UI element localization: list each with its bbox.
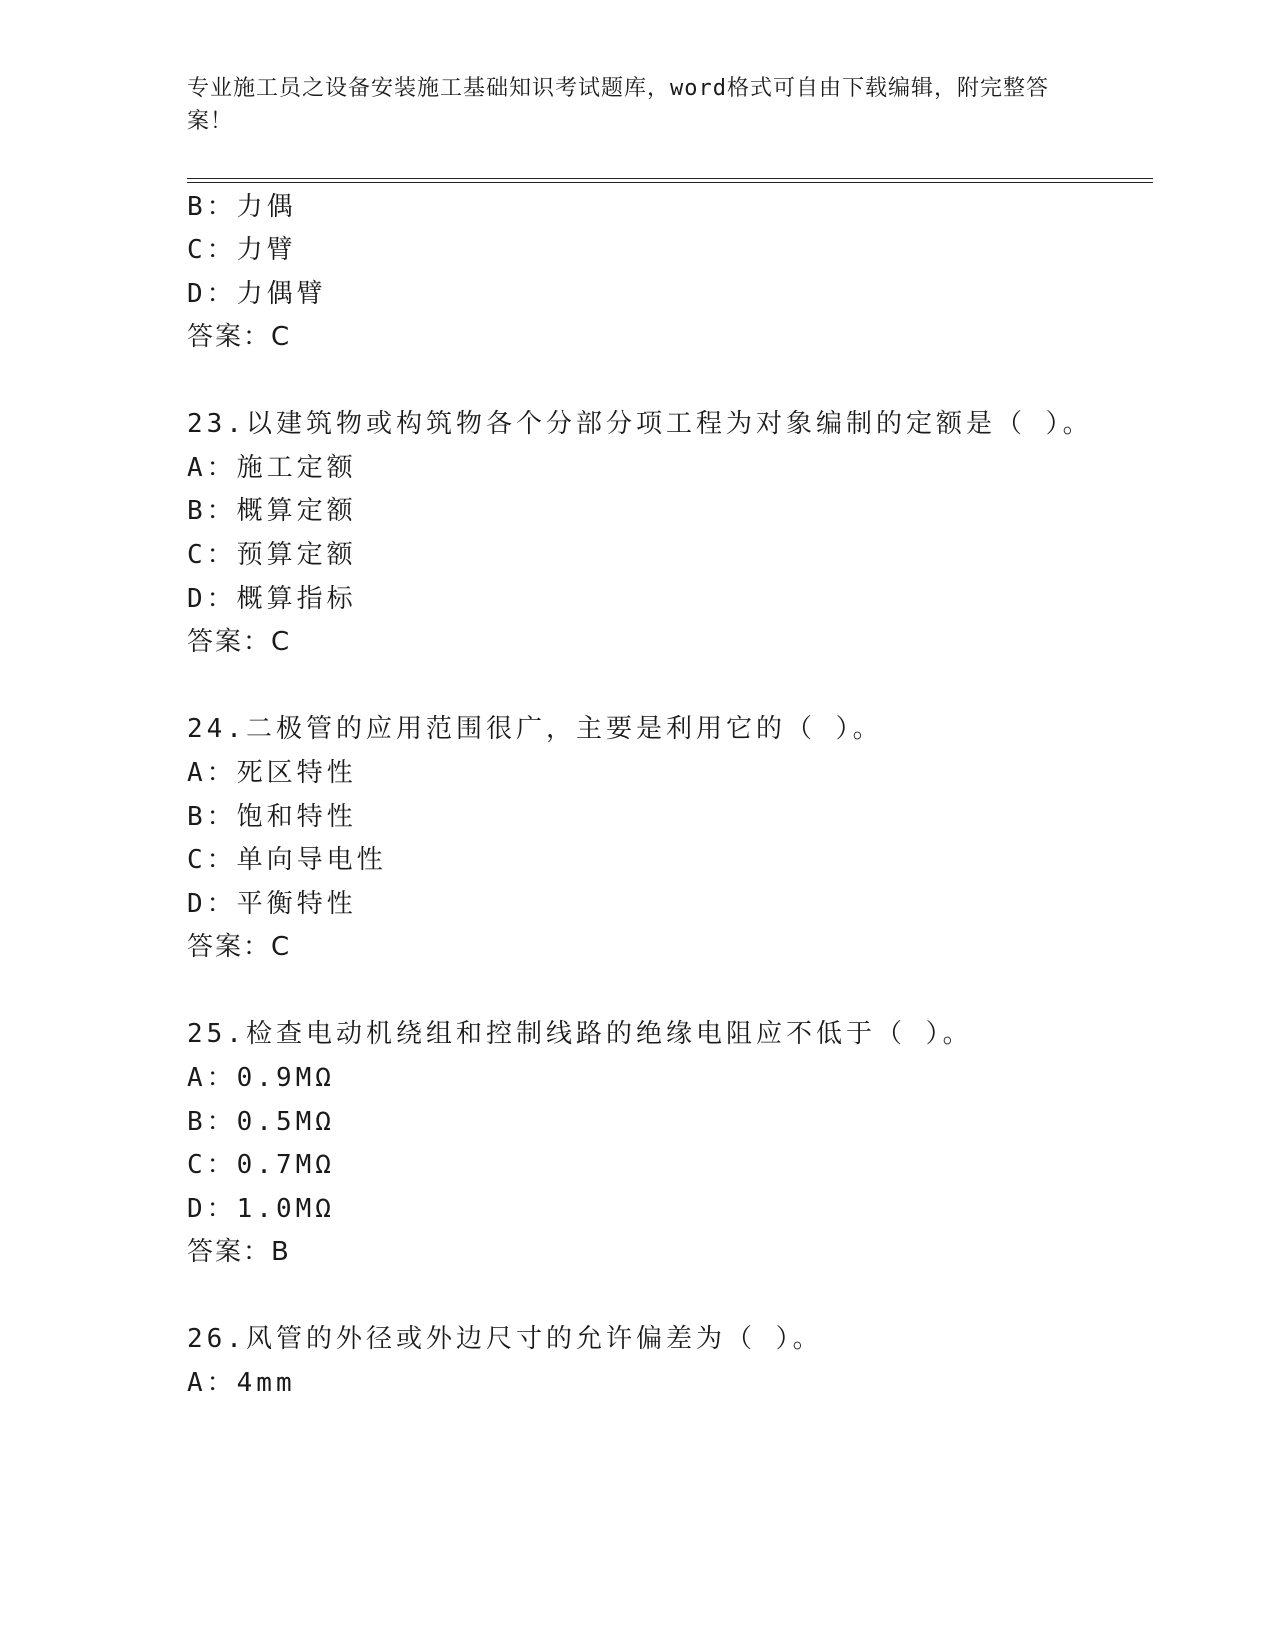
q25-option-c: C：0.7MΩ	[187, 1150, 335, 1180]
q25-option-d: D：1.0MΩ	[187, 1194, 335, 1224]
q24-option-a: A：死区特性	[187, 758, 357, 788]
q26-question: 26.风管的外径或外边尺寸的允许偏差为（ ）。	[187, 1324, 823, 1354]
q23-answer: 答案：C	[187, 627, 292, 657]
q24-option-d: D：平衡特性	[187, 889, 357, 919]
header-divider-bottom	[187, 182, 1153, 183]
header-divider-top	[187, 178, 1153, 179]
q23-option-b: B：概算定额	[187, 496, 357, 526]
q23-question: 23.以建筑物或构筑物各个分部分项工程为对象编制的定额是（ ）。	[187, 409, 1093, 439]
q24-option-c: C：单向导电性	[187, 845, 387, 875]
q23-option-c: C：预算定额	[187, 540, 357, 570]
q23-option-d: D：概算指标	[187, 584, 357, 614]
q22-answer: 答案：C	[187, 322, 292, 352]
q22-option-b: B：力偶	[187, 192, 297, 222]
q24-question: 24.二极管的应用范围很广，主要是利用它的（ ）。	[187, 714, 883, 744]
q23-option-a: A：施工定额	[187, 453, 357, 483]
q25-option-b: B：0.5MΩ	[187, 1107, 335, 1137]
q26-option-a: A：4mm	[187, 1368, 296, 1398]
q24-option-b: B：饱和特性	[187, 802, 357, 832]
document-header: 专业施工员之设备安装施工基础知识考试题库，word格式可自由下载编辑，附完整答案！	[187, 76, 1049, 134]
q25-answer: 答案：B	[187, 1237, 291, 1267]
q25-question: 25.检查电动机绕组和控制线路的绝缘电阻应不低于（ ）。	[187, 1019, 973, 1049]
q22-option-c: C：力臂	[187, 235, 297, 265]
q22-option-d: D：力偶臂	[187, 279, 327, 309]
q24-answer: 答案：C	[187, 932, 292, 962]
q25-option-a: A：0.9MΩ	[187, 1063, 335, 1093]
